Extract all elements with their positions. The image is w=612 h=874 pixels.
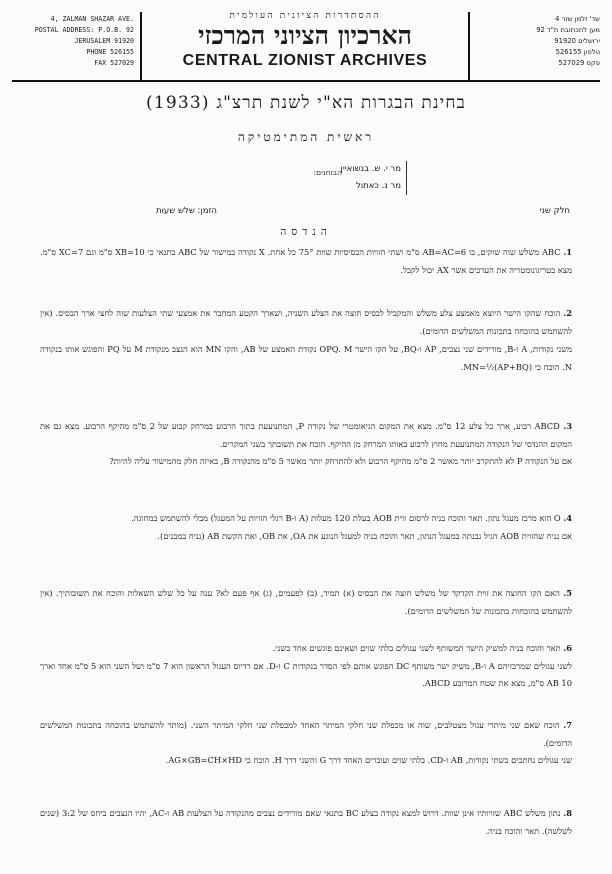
question-number: 1.: [563, 247, 573, 257]
question-number: 8.: [563, 808, 572, 818]
question-text: ABCD רבוע, ארך כל צלע 12 ס"מ. מצא את המקום הגיאומטרי של נקודה P, המתנועעת בתוך הרבוע במרחק קבוע של 2 ס"מ מהיקף הרבוע. מצא גם את המקום ההנדסי של הנקודה המתנועעת מחוץ לרבוע באותו המרחק מן ההיקף. הוכח את תשובתך בשני המקרים.: [40, 421, 572, 449]
address-line: JERUSALEM 91920: [74, 37, 134, 45]
exam-part: חלק שני: [539, 206, 570, 216]
question-text: האם הקו החוצה את זוית הקדקד של משלש חוצה את הבסיס (א) תמיד, (ב) לפעמים, (ג) אף פעם לא? ענה על כל שלש השאלות והוכח את תשובותיך. (אין להשתמש בהוכחות בתכונות של המשלשים הדומים).: [40, 588, 572, 616]
question-7: [40, 717, 572, 770]
address-line: שד' זלמן שזר 4: [555, 15, 600, 23]
question-number: 5.: [563, 588, 572, 598]
exam-subject: ראשית המתימטיקה: [237, 130, 375, 144]
address-line: פקס 527029: [558, 59, 600, 67]
question-text: שני עגולים נחתכים בשתי נקודות, AB ו-CD. בלתי שוים ועוברים האחד דרך G והשני דרך H. הוכח כי AG×GB=CH×HD.: [165, 755, 572, 765]
letterhead-rule: [12, 80, 600, 82]
question-text: לשני עגולים שמרכזיהם A ו-B, משיק ישר משותף DC הפוגש אותם לפי הסדר בנקודות C ו-D. אם רדיוס העגול הראשון הוא 7 ס"מ ושל השני הוא 5 ס"מ אחד וארך AB 10 ס"מ, מצא את שטח המרובע ABCD.: [40, 660, 572, 688]
question-5: [40, 585, 572, 620]
question-3: [40, 418, 572, 471]
archive-name-english: CENTRAL ZIONIST ARCHIVES: [182, 52, 428, 69]
question-1: [40, 244, 572, 279]
examiners-label: הבוחנים:: [313, 168, 342, 177]
letterhead-divider-right: [468, 12, 470, 80]
question-text: ABC משלש שוה שוקים, בו AB=AC=6 ס"מ ושתי הזויות הבסיסיות שוות 75° כל אחת. X נקודה במישור של ABC בתנאי כי XB=10 ס"מ וגם XC=7 ס"מ. מצא בטריגונומטריה את הערכים אשר AX יכול לקבל.: [40, 247, 572, 275]
question-text: אם על הנקודה P לא להתקרב יותר מאשר 2 ס"מ מהיקף הרבוע ולא להתרחק יותר מאשר 5 ס"מ מהנקודה B, באיזה חלק מהמישור עליה להיות?: [109, 456, 572, 466]
question-number: 6.: [563, 643, 572, 653]
letterhead-address-en: [14, 14, 134, 69]
address-line: ירושלים 91920: [554, 37, 600, 45]
question-text: אם נניח שהזוית AOB הגיל נבנתה במעגל הנתון, תאר והוכח בניה למעגל הנוגע את OA, את OB, ואת הקשת AB (נניח במבנים).: [157, 530, 572, 541]
question-number: 7.: [563, 720, 572, 730]
address-line: POSTAL ADDRESS: P.O.B. 92: [34, 26, 134, 34]
address-line: מען לתכתובת ת"ד 92: [536, 26, 600, 34]
question-number: 3.: [563, 421, 572, 431]
question-number: 2.: [563, 308, 572, 318]
letterhead-divider-left: [140, 12, 142, 80]
question-text: הוכח שאם שני מיתרי עגול מצטלבים, שוה או מכפלת שני חלקי המיתר האחד למכפלת שני חלקי המיתר השני. (מותר להשתמש בהוכחה בתכונות המשלשים הדומים).: [40, 720, 572, 748]
question-2: [40, 305, 572, 376]
question-6: [40, 640, 572, 693]
address-line: PHONE 526155: [86, 48, 134, 56]
archive-name-hebrew: הארכיון הציוני המרכזי: [197, 21, 412, 50]
section-heading: הנדסה: [280, 226, 332, 238]
exam-title: בחינת הבגרות הא"י לשנת תרצ"ג (1933): [145, 93, 467, 113]
question-8: [40, 805, 572, 840]
question-text: משני נקודות, A ו-B, מורידים שני נצבים, AP ו-BQ, על הקו הישר OPQ. M נקודת האמצע של AB, והקו MN הוא הנצב מנקודת M על PQ והפוגש אותו בנקודה N. הוכח כי MN=½(AP+BQ).: [40, 344, 572, 372]
examiners-list: [341, 161, 407, 195]
letterhead-address-he: [514, 14, 600, 69]
archive-logo: [150, 10, 460, 80]
address-line: FAX 527029: [94, 59, 134, 67]
question-text: נתון משלש ABC שזויותיו אינן שוות. דרוש למצא נקודה בצלע BC בתנאי שאם מורידים נצבים מהנקודה על הצלעות AB ו-AC, יהיו הנצבים ביחס של 3:2 (שנים לשלשה). תאר והוכח בניה.: [40, 808, 572, 836]
question-text: הוכח שהקו הישר היוצא מאמצע צלע משלש והמקביל לבסיס חוצה את הצלע השניה, ושארך הקטע המחבר את אמצעי שתי הצלעות שוה לחצי ארך הבסיס. (אין להשתמש בהוכחה בתכונות המשלשים הדומים).: [40, 308, 572, 336]
org-line: ההסתדרות הציונית העולמית: [229, 11, 381, 21]
question-4: [40, 510, 572, 545]
question-text: O הוא מרכז מעגל נתון. תאר והוכח בניה לרסום זוית AOB בעלת 120 מעלות (A ו-B רגלי הזויות על המעגל) מבלי להשתמש במחוגה.: [131, 513, 561, 523]
address-line: 4, ZALMAN SHAZAR AVE.: [50, 15, 134, 23]
exam-time: הזמן: שלש שעות: [156, 206, 217, 216]
examiner-name: מר י. ש. בנשואיין: [340, 164, 401, 174]
question-number: 4.: [563, 513, 572, 523]
question-text: תאר והוכח בניה למשיק הישר המשותף לשני עגולים בלתי שוים ושאינם פוגשים אחד בשני.: [272, 643, 561, 653]
examiner-name: מר נ. כאתול: [356, 181, 401, 191]
address-line: טלפון 526155: [555, 48, 600, 56]
